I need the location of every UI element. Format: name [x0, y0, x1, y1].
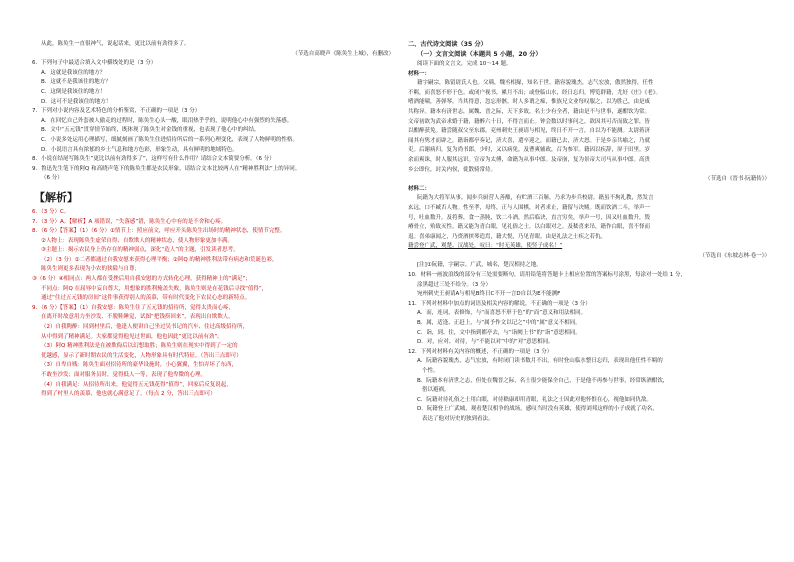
subsection-title: （一）文言文阅读（本题共 5 小题，20 分）	[417, 51, 542, 58]
material-1-line: 闻其有隽才而辟之，籍诣都亭奏记，济大喜，遣卒迎之，而籍已去，济大怒。于是乡亲共喻之，乃就	[408, 137, 651, 144]
answer-line: （3）自卑自贱：陈奂生面对招待所的豪华设施时，小心翼翼，生怕弄坏了东西，	[41, 362, 238, 369]
material-1-line: 吏。后谢病归。复为尚书郎，少时，又以病免。及曹爽辅政，召为参军。籍因以疾辞，屏于田里。岁	[408, 147, 651, 154]
answer-line: 从中得到了精神满足。大家都觉得他见过世面，他也因此“更比以前有劲”。	[41, 333, 223, 340]
section-title: 二、古代诗文阅读（35 分）	[408, 41, 487, 48]
answer-line: 6．（3 分）C。	[32, 208, 70, 215]
answer-line: 不敢坐沙发；面对服务员时，觉得低人一等，表现了他卑微的心理。	[41, 372, 207, 378]
answer-line: 优越感，显示了新时期农民的生活变化，人物形象具有时代特征。（答出三点即可）	[41, 352, 242, 359]
option-a: A．而，连词，表修饰，与“而喜怒不形于色”的“而”意义和用法相同。	[417, 310, 587, 317]
material-1-line: 不羁，而喜怒不形于色。或闭户视书，累月不出；或登临山水，经日忘归。博览群籍，尤好《庄》《老》。	[408, 89, 662, 96]
option-d: D．小说语言具有浓郁的乡土气息和地方色彩，形象生动，具有鲜明的地域特色。	[41, 146, 238, 153]
material-2-label: 材料二：	[408, 185, 431, 192]
option-b: B．这就不是我该住的地方？	[41, 79, 111, 86]
material-1-line: 共称异。籍本有济世志，属魏、晋之际，天下多故，名士少有全者，籍由是不与世事，遂酣饮为常。	[408, 108, 651, 115]
left-column	[32, 40, 394, 554]
material-2-line: 玄远，口不臧否人物。性至孝，母终，正与人围棋，对者求止，籍留与决赌。既而饮酒二斗，举声一	[408, 204, 651, 211]
option-c: C．阮籍对待礼俗之士用白眼，对待嵇康却用青眼，礼法之士因此对他怀恨在心，视他如同仇敌。	[417, 396, 652, 403]
material-1-line: 余而爽诛，时人服其远识。宣帝为太傅，命籍为从事中郎。及帝崩，复为景帝大司马从事中郎。高贵	[408, 156, 651, 163]
option-a: A．在回忆自己外套被人偷走的过程时，陈奂生心头一酸，眼泪热乎乎的，说明他心中有强烈的失落感。	[41, 117, 293, 124]
option-c: C．这倒是我该住的地方！	[41, 88, 106, 95]
material-1-line: 乡公即位，封关内侯，徙散骑常侍。	[408, 166, 497, 173]
option-c: C．诣，到、往，文中指到都亭去，与“诣阙上书”的“诣”意思相同。	[417, 329, 581, 336]
question-6: 6．下列句子中最适合填入文中横线处的是（3 分）	[32, 60, 157, 67]
option-d: D．阮籍登上广武城，观看楚汉相争的战场，感叹当时没有英雄，使得刘邦这样的小子成就了功名，	[417, 406, 658, 413]
option-c: C．小说多处运用心理描写，细腻刻画了陈奂生住进招待所后的一系列心理变化，表现了人物鲜明的性格。	[41, 136, 298, 143]
material-1-label: 材料一：	[408, 70, 431, 77]
question-10-sentence: 宛州刺史王昶请A与相见B终日C不开一言D自以为E不能测F	[417, 291, 561, 298]
material-2-line: 号，吐血数升。及将葬，食一蒸肫，饮二斗酒，然后临诀，直言穷矣，举声一号，因又吐血数升，毁	[408, 214, 651, 221]
option-b: B．属，适逢、正赶上，与“属予作文以记之”中的“属”意义不相同。	[417, 320, 581, 327]
material-2-line: 阮籍为大将军从事，闻步兵厨营人善酿，有贮酒三百斛，乃求为步兵校尉。籍虽不拘礼教，然发言	[417, 195, 654, 202]
answer-line: 7．（3 分）A。【解析】A 项错误，“失落感”错，陈奂生心中有的是不舍和心疼。	[32, 218, 227, 225]
answer-line: 9．（6 分）【答案】（1）自我安慰：陈奂生住了五元钱的招待所，觉得太贵而心疼，	[32, 304, 234, 311]
material-1-line: 以酣醉获免。籍尝随叔父至东郡，兖州刺史王昶请与相见，终日不开一言，自以为不能测。太尉蒋济	[408, 128, 651, 135]
instruction: 阅读下面的文言文，完成 10～14 题。	[417, 61, 512, 67]
answer-line: （3）阿Q 精神胜利法是在被欺侮后以幻想取胜；陈奂生则在现实中得到了一定的	[41, 343, 238, 350]
material-2-line: 瘠骨立，殆致灭性。籍又能为青白眼，见礼俗之士，以白眼对之。及嵇喜来吊，籍作白眼，喜不怿而	[408, 224, 651, 231]
option-d: D．这可不是我该住的地方！	[41, 98, 112, 105]
passage-source: （节选自高晓声《陈奂生上城》，有删改）	[292, 50, 394, 57]
answer-line: 通过“住过五元钱的房间”这件事获得别人的羡慕，带有时代变化下农民心态的新特点。	[41, 295, 251, 302]
answer-line: 8．（6 分）【答案】（1）（6 分）①情节上：照应前文，呼应开头陈奂生出场时的精神状态，使情节完整。	[32, 228, 286, 235]
question-7: 7．下列对小说内容及艺术特色的分析鉴赏，不正确的一项是（3 分）	[32, 108, 201, 115]
material-2-line: 籍尝登广武，观楚、汉战处，叹曰：“时无英雄，使竖子成名！”	[408, 243, 563, 250]
option-a: A．这就是我该住的地方？	[41, 69, 106, 76]
answer-line: 得到了村里人的羡慕，他也就心满意足了。（每点 2 分，答出三点即可）	[41, 391, 216, 398]
answer-line: ②人物上：表现陈奂生虚荣自得、自欺欺人的精神状态，使人物形象更加丰满。	[41, 237, 233, 244]
answer-line: 陈奂生则更多表现为小农的狭隘与自尊；	[41, 266, 141, 273]
question-9-score: （6 分）	[41, 175, 63, 182]
question-8: 8．小说在结尾写陈奂生“更比以前有劲得多了”，这样写有什么作用？请结合文本简要分析。（6 分）	[32, 156, 275, 163]
answer-line: ③主题上：揭示农民身上仍存在的精神弱点，深化“造人”的主题，引发读者思考。	[41, 247, 239, 254]
option-a: A．阮籍容貌瑰杰，志气宏放，有时闭门读书数月不出，有时登山临水整日忘归，表现出他任性不羁的	[417, 358, 663, 365]
question-10: 10．材料一画波浪线的部分有三处需要断句，请用铅笔将答题卡上相应位置的答案标号涂黑，每涂对一处给 1 分，	[408, 272, 686, 279]
material-1-line: 籍字嗣宗，陈留尉氏人也。父瑀，魏丞相掾，知名于世。籍容貌瑰杰，志气宏放，傲然独得，任性	[417, 80, 654, 87]
option-d-cont: 表达了他对历史的独到看法。	[422, 415, 494, 422]
material-2-line: 退。喜弟康闻之，乃赍酒挟琴造焉，籍大悦，乃见青眼。由是礼法之士疾之若仇。	[408, 233, 607, 240]
option-b: B．文中“五元钱”贯穿情节始终，既体现了陈奂生对金钱的重视，也表现了他心中的纠结。	[41, 127, 260, 134]
question-12: 12．下列对材料有关内容的概述，不正确的一项是（3 分）	[408, 348, 553, 355]
material-1-source: （节选自《晋书·阮籍传》）	[705, 176, 770, 183]
answer-line: ③（6 分）④相同点：两人都在受挫后用自我安慰的方式转化心理，获得精神上的“满足”；	[32, 276, 251, 283]
option-d: D．对，应对、对待，与“不能以对”中的“对”意思相同。	[417, 339, 554, 346]
answer-line: 不同点：阿Q 在屈辱中妄自尊大，用想象的胜利掩盖失败，陈奂生则是在花钱后寻找“值得”，	[41, 285, 268, 292]
option-b: B．阮籍本有济世之志，但处在魏晋之际，名士很少能保全自己，于是他不再参与世事，经常纵酒酣饮，	[417, 377, 669, 384]
material-1-line: 嗜酒能啸，善弹琴。当其得意，忽忘形骸。时人多谓之痴，惟族兄文业每叹服之，以为胜己，由是咸	[408, 99, 651, 106]
answer-line: （2）自我陶醉：回到村里后，他逢人便讲自己坐过吴书记的汽车、住过高级招待所，	[41, 324, 249, 331]
answer-line: 在离开时故意用力坐沙发、不脱鞋睡觉，试图“把钱捞回来”，表现出自欺欺人。	[41, 314, 234, 321]
passage-line: 从此，陈奂生一直很神气，说起话来，更比以前有劲得多了。	[41, 41, 190, 47]
answer-line: （4）自我满足：从招待所出来，他觉得五元钱花得“值得”，回家后反复说起，	[41, 381, 232, 388]
question-10-cont: 涂黑超过三处不给分。（3 分）	[417, 281, 491, 288]
question-9: 9．鲁迅先生笔下的阿Q 和高晓声笔下的陈奂生都是农民形象，请结合文本比较两人在“精神胜利法”上的异同。	[32, 165, 301, 172]
material-2-source: （节选自《东坡志林·卷一》）	[699, 252, 770, 259]
right-column	[408, 40, 770, 554]
option-a-cont: 个性。	[422, 368, 439, 374]
footnote: [注]①阮籍，字嗣宗。广武，城名，楚汉相持之地。	[417, 262, 542, 269]
analysis-heading: 【解析】	[34, 190, 78, 204]
answer-line: （2）（3 分）①二者都通过自我安慰来获得心理平衡；②阿Q 的精神胜利法带有病态和荒诞色彩，	[41, 256, 278, 263]
question-11: 11．下列对材料中加点的词语及相关内容的解说，不正确的一项是（3 分）	[408, 300, 591, 307]
material-1-line: 文帝初欲为武帝求婚于籍，籍醉六十日，不得言而止。钟会数以时事问之，欲因其可否而致之罪，皆	[408, 118, 651, 125]
option-b-cont: 借以避祸。	[422, 387, 450, 394]
